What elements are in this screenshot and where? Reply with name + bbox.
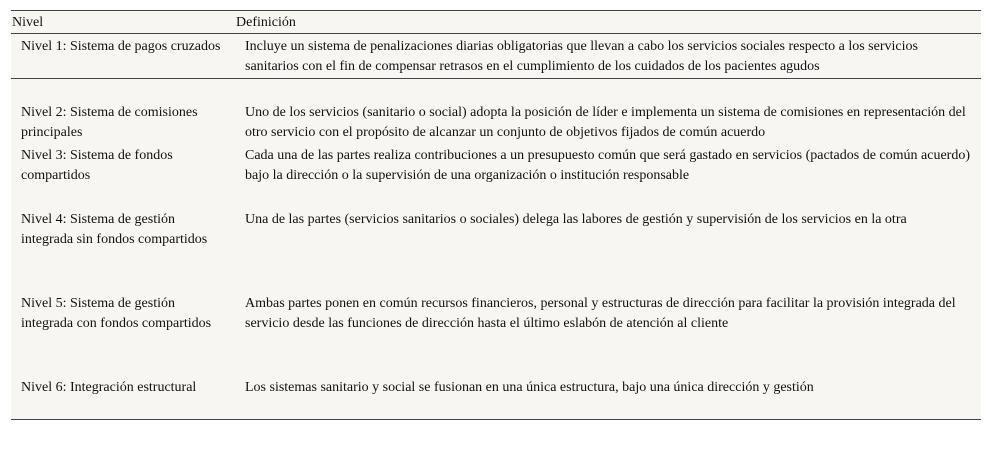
definition-cell: Cada una de las partes realiza contribuciones a un presupuesto común que será gastado en servicios (pactados de común acuerdo) bajo la dirección o la supervisión de una organización o institución responsable bbox=[245, 148, 971, 183]
definition-cell: Incluye un sistema de penalizaciones diarias obligatorias que llevan a cabo los servicios sociales respecto a los servicios sanitarios con el fin de compensar retrasos en el cumplimiento de los cuidados de los pacientes agudos bbox=[245, 39, 918, 74]
level-cell: Nivel 6: Integración estructural bbox=[21, 380, 197, 395]
table-row bbox=[11, 143, 981, 207]
table-row bbox=[11, 207, 981, 291]
table-header bbox=[11, 11, 981, 34]
level-cell: Nivel 2: Sistema de comisiones principales bbox=[21, 105, 198, 140]
column-header-definition: Definición bbox=[236, 15, 296, 30]
level-cell: Nivel 3: Sistema de fondos compartidos bbox=[21, 148, 173, 183]
table-row bbox=[11, 79, 981, 143]
levels-table bbox=[11, 10, 981, 420]
table-row bbox=[11, 375, 981, 419]
level-cell: Nivel 1: Sistema de pagos cruzados bbox=[21, 39, 221, 54]
definition-cell: Los sistemas sanitario y social se fusionan en una única estructura, bajo una única dirección y gestión bbox=[245, 380, 814, 395]
table-row bbox=[11, 291, 981, 375]
definition-cell: Una de las partes (servicios sanitarios o sociales) delega las labores de gestión y supervisión de los servicios en la otra bbox=[245, 212, 907, 227]
definition-cell: Ambas partes ponen en común recursos financieros, personal y estructuras de dirección para facilitar la provisión integrada del servicio desde las funciones de dirección hasta el último eslabón de atención al cliente bbox=[245, 296, 956, 331]
level-cell: Nivel 5: Sistema de gestión integrada con fondos compartidos bbox=[21, 296, 212, 331]
column-header-level: Nivel bbox=[12, 15, 44, 30]
table-row bbox=[11, 34, 981, 79]
definition-cell: Uno de los servicios (sanitario o social) adopta la posición de líder e implementa un sistema de comisiones en representación del otro servicio con el propósito de alcanzar un conjunto de objetivos fijados de común acuerdo bbox=[245, 105, 966, 140]
level-cell: Nivel 4: Sistema de gestión integrada sin fondos compartidos bbox=[21, 212, 208, 247]
